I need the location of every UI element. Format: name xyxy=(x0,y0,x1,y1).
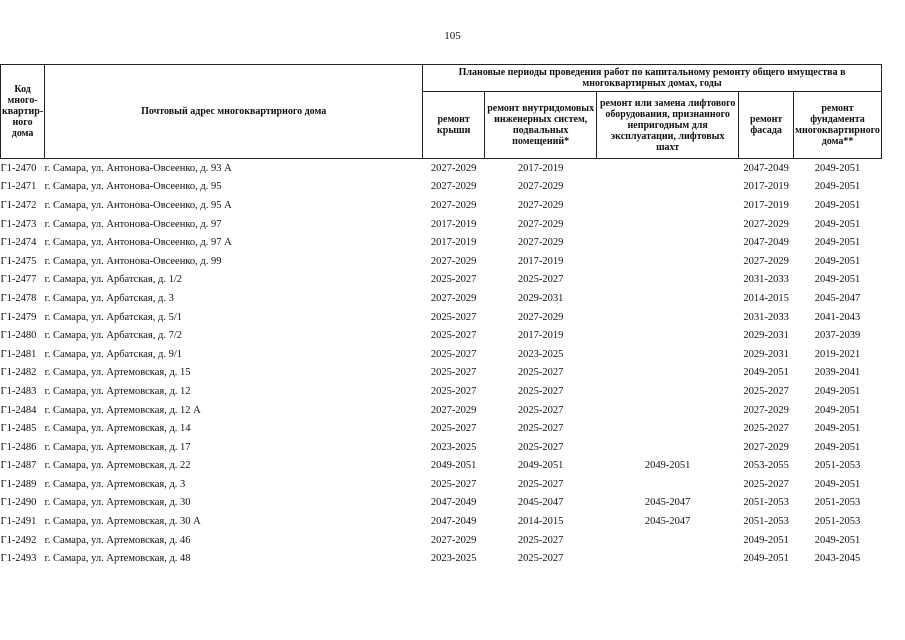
cell-roof: 2023-2025 xyxy=(430,441,477,453)
cell-code: Г1-2482 xyxy=(0,367,37,379)
cell-facade: 2049-2051 xyxy=(743,534,789,546)
cell-elevator xyxy=(597,196,739,215)
cell-elevator xyxy=(597,289,739,308)
table-header xyxy=(1,65,882,159)
cell-elevator: 2045-2047 xyxy=(644,497,691,509)
cell-address: г. Самара, ул. Антонова-Овсеенко, д. 97 А xyxy=(44,237,232,249)
cell-foundation: 2049-2051 xyxy=(814,162,861,174)
table-row xyxy=(1,364,882,383)
cell-elevator: 2049-2051 xyxy=(644,460,691,472)
cell-foundation: 2037-2039 xyxy=(814,330,861,342)
table-row xyxy=(1,178,882,197)
cell-roof: 2025-2027 xyxy=(430,367,477,379)
cell-foundation: 2049-2051 xyxy=(814,385,861,397)
cell-systems: 2017-2019 xyxy=(517,255,564,267)
cell-systems: 2025-2027 xyxy=(517,441,564,453)
cell-address: г. Самара, ул. Антонова-Овсеенко, д. 93 А xyxy=(44,162,232,174)
cell-roof: 2047-2049 xyxy=(430,497,477,509)
table-row xyxy=(1,494,882,513)
cell-code: Г1-2474 xyxy=(0,237,37,249)
cell-facade: 2031-2033 xyxy=(743,311,789,323)
table-row xyxy=(1,252,882,271)
cell-elevator xyxy=(597,419,739,438)
cell-foundation: 2041-2043 xyxy=(814,311,861,323)
cell-address: г. Самара, ул. Артемовская, д. 22 xyxy=(44,460,191,472)
cell-roof: 2025-2027 xyxy=(430,274,477,286)
cell-roof: 2027-2029 xyxy=(430,162,477,174)
cell-foundation: 2049-2051 xyxy=(814,255,861,267)
cell-facade: 2027-2029 xyxy=(743,218,789,230)
cell-roof: 2025-2027 xyxy=(430,311,477,323)
cell-elevator: 2045-2047 xyxy=(644,516,691,528)
header-periods: Плановые периоды проведения работ по капитальному ремонту общего имущества в многоквартирных домах, годы xyxy=(423,65,882,92)
cell-roof: 2025-2027 xyxy=(430,330,477,342)
cell-foundation: 2045-2047 xyxy=(814,292,861,304)
cell-elevator xyxy=(597,271,739,290)
table-row xyxy=(1,549,882,568)
repair-schedule-table xyxy=(0,64,882,568)
cell-foundation: 2043-2045 xyxy=(814,553,861,565)
cell-address: г. Самара, ул. Арбатская, д. 5/1 xyxy=(44,311,183,323)
cell-address: г. Самара, ул. Артемовская, д. 14 xyxy=(44,423,191,435)
cell-code: Г1-2485 xyxy=(0,423,37,435)
table-row xyxy=(1,457,882,476)
cell-address: г. Самара, ул. Артемовская, д. 48 xyxy=(44,553,191,565)
cell-elevator xyxy=(597,382,739,401)
cell-address: г. Самара, ул. Артемовская, д. 12 xyxy=(44,385,191,397)
header-systems: ремонт внутридомовых инженерных систем, подвальных помещений* xyxy=(485,92,597,159)
cell-roof: 2027-2029 xyxy=(430,404,477,416)
cell-roof: 2027-2029 xyxy=(430,181,477,193)
cell-facade: 2017-2019 xyxy=(743,181,789,193)
cell-code: Г1-2471 xyxy=(0,181,37,193)
cell-facade: 2047-2049 xyxy=(743,162,789,174)
cell-roof: 2027-2029 xyxy=(430,255,477,267)
table-row xyxy=(1,233,882,252)
cell-elevator xyxy=(597,345,739,364)
cell-elevator xyxy=(597,531,739,550)
cell-roof: 2027-2029 xyxy=(430,199,477,211)
cell-facade: 2025-2027 xyxy=(743,385,789,397)
cell-code: Г1-2478 xyxy=(0,292,37,304)
cell-code: Г1-2493 xyxy=(0,553,37,565)
cell-elevator xyxy=(597,326,739,345)
cell-roof: 2025-2027 xyxy=(430,423,477,435)
cell-roof: 2025-2027 xyxy=(430,478,477,490)
cell-code: Г1-2489 xyxy=(0,478,37,490)
cell-code: Г1-2492 xyxy=(0,534,37,546)
header-foundation: ремонт фундамента многоквартирного дома** xyxy=(794,92,882,159)
cell-foundation: 2039-2041 xyxy=(814,367,861,379)
cell-address: г. Самара, ул. Арбатская, д. 9/1 xyxy=(44,348,183,360)
cell-facade: 2027-2029 xyxy=(743,441,789,453)
cell-facade: 2049-2051 xyxy=(743,553,789,565)
cell-code: Г1-2479 xyxy=(0,311,37,323)
cell-address: г. Самара, ул. Арбатская, д. 7/2 xyxy=(44,330,183,342)
cell-systems: 2017-2019 xyxy=(517,330,564,342)
cell-facade: 2017-2019 xyxy=(743,199,789,211)
table-row xyxy=(1,419,882,438)
cell-code: Г1-2487 xyxy=(0,460,37,472)
cell-facade: 2051-2053 xyxy=(743,497,789,509)
cell-facade: 2047-2049 xyxy=(743,237,789,249)
cell-code: Г1-2484 xyxy=(0,404,37,416)
cell-address: г. Самара, ул. Арбатская, д. 3 xyxy=(44,292,174,304)
cell-systems: 2027-2029 xyxy=(517,237,564,249)
cell-code: Г1-2483 xyxy=(0,385,37,397)
cell-systems: 2027-2029 xyxy=(517,218,564,230)
cell-code: Г1-2475 xyxy=(0,255,37,267)
table-row xyxy=(1,308,882,327)
cell-elevator xyxy=(597,308,739,327)
cell-foundation: 2051-2053 xyxy=(814,460,861,472)
cell-facade: 2027-2029 xyxy=(743,255,789,267)
cell-foundation: 2019-2021 xyxy=(814,348,861,360)
cell-facade: 2027-2029 xyxy=(743,404,789,416)
cell-systems: 2027-2029 xyxy=(517,199,564,211)
cell-code: Г1-2486 xyxy=(0,441,37,453)
header-facade: ремонт фасада xyxy=(739,92,794,159)
table-row xyxy=(1,326,882,345)
cell-address: г. Самара, ул. Артемовская, д. 46 xyxy=(44,534,191,546)
table-row xyxy=(1,345,882,364)
cell-foundation: 2049-2051 xyxy=(814,534,861,546)
cell-elevator xyxy=(597,215,739,234)
cell-roof: 2017-2019 xyxy=(430,218,477,230)
cell-foundation: 2049-2051 xyxy=(814,423,861,435)
cell-address: г. Самара, ул. Артемовская, д. 17 xyxy=(44,441,191,453)
cell-address: г. Самара, ул. Антонова-Овсеенко, д. 95 А xyxy=(44,199,232,211)
cell-code: Г1-2480 xyxy=(0,330,37,342)
header-code: Код много-квартир-ного дома xyxy=(1,65,45,159)
cell-address: г. Самара, ул. Артемовская, д. 3 xyxy=(44,478,186,490)
cell-systems: 2025-2027 xyxy=(517,478,564,490)
cell-elevator xyxy=(597,364,739,383)
cell-code: Г1-2473 xyxy=(0,218,37,230)
cell-systems: 2025-2027 xyxy=(517,404,564,416)
cell-facade: 2014-2015 xyxy=(743,292,789,304)
cell-systems: 2025-2027 xyxy=(517,423,564,435)
cell-roof: 2025-2027 xyxy=(430,348,477,360)
cell-systems: 2025-2027 xyxy=(517,385,564,397)
header-elevator: ремонт или замена лифтового оборудования, признанного непригодным для эксплуатации, лифтовых шахт xyxy=(597,92,739,159)
cell-elevator xyxy=(597,401,739,420)
header-roof: ремонт крыши xyxy=(423,92,485,159)
cell-elevator xyxy=(597,438,739,457)
cell-systems: 2027-2029 xyxy=(517,311,564,323)
table-row xyxy=(1,159,882,178)
cell-address: г. Самара, ул. Артемовская, д. 30 А xyxy=(44,516,201,528)
cell-elevator xyxy=(597,233,739,252)
cell-elevator xyxy=(597,159,739,178)
cell-elevator xyxy=(597,549,739,568)
cell-roof: 2017-2019 xyxy=(430,237,477,249)
cell-foundation: 2049-2051 xyxy=(814,478,861,490)
cell-facade: 2025-2027 xyxy=(743,423,789,435)
cell-foundation: 2051-2053 xyxy=(814,516,861,528)
table-row xyxy=(1,401,882,420)
cell-systems: 2025-2027 xyxy=(517,534,564,546)
cell-address: г. Самара, ул. Арбатская, д. 1/2 xyxy=(44,274,183,286)
cell-facade: 2025-2027 xyxy=(743,478,789,490)
header-address: Почтовый адрес многоквартирного дома xyxy=(45,65,423,159)
cell-address: г. Самара, ул. Антонова-Овсеенко, д. 99 xyxy=(44,255,222,267)
cell-systems: 2023-2025 xyxy=(517,348,564,360)
cell-systems: 2014-2015 xyxy=(517,516,564,528)
cell-foundation: 2049-2051 xyxy=(814,181,861,193)
cell-code: Г1-2490 xyxy=(0,497,37,509)
cell-facade: 2031-2033 xyxy=(743,274,789,286)
cell-elevator xyxy=(597,475,739,494)
table-row xyxy=(1,438,882,457)
cell-address: г. Самара, ул. Артемовская, д. 15 xyxy=(44,367,191,379)
table-row xyxy=(1,382,882,401)
table-row xyxy=(1,289,882,308)
cell-code: Г1-2470 xyxy=(0,162,37,174)
table-row xyxy=(1,271,882,290)
cell-systems: 2027-2029 xyxy=(517,181,564,193)
table-body xyxy=(1,159,882,569)
cell-code: Г1-2472 xyxy=(0,199,37,211)
cell-code: Г1-2481 xyxy=(0,348,37,360)
cell-foundation: 2049-2051 xyxy=(814,441,861,453)
cell-facade: 2029-2031 xyxy=(743,348,789,360)
cell-address: г. Самара, ул. Антонова-Овсеенко, д. 95 xyxy=(44,181,222,193)
cell-elevator xyxy=(597,252,739,271)
cell-facade: 2053-2055 xyxy=(743,460,789,472)
cell-systems: 2045-2047 xyxy=(517,497,564,509)
cell-foundation: 2051-2053 xyxy=(814,497,861,509)
cell-code: Г1-2477 xyxy=(0,274,37,286)
cell-foundation: 2049-2051 xyxy=(814,237,861,249)
cell-facade: 2049-2051 xyxy=(743,367,789,379)
cell-address: г. Самара, ул. Антонова-Овсеенко, д. 97 xyxy=(44,218,222,230)
table-row xyxy=(1,512,882,531)
cell-foundation: 2049-2051 xyxy=(814,274,861,286)
cell-elevator xyxy=(597,178,739,197)
cell-roof: 2049-2051 xyxy=(430,460,477,472)
cell-foundation: 2049-2051 xyxy=(814,218,861,230)
cell-address: г. Самара, ул. Артемовская, д. 12 А xyxy=(44,404,201,416)
cell-systems: 2025-2027 xyxy=(517,367,564,379)
cell-facade: 2029-2031 xyxy=(743,330,789,342)
cell-systems: 2029-2031 xyxy=(517,292,564,304)
cell-systems: 2025-2027 xyxy=(517,274,564,286)
cell-roof: 2023-2025 xyxy=(430,553,477,565)
page-number: 105 xyxy=(444,30,461,42)
table-row xyxy=(1,475,882,494)
table-row xyxy=(1,215,882,234)
cell-facade: 2051-2053 xyxy=(743,516,789,528)
cell-roof: 2025-2027 xyxy=(430,385,477,397)
cell-address: г. Самара, ул. Артемовская, д. 30 xyxy=(44,497,191,509)
cell-systems: 2025-2027 xyxy=(517,553,564,565)
cell-systems: 2049-2051 xyxy=(517,460,564,472)
table-row xyxy=(1,196,882,215)
cell-foundation: 2049-2051 xyxy=(814,199,861,211)
cell-roof: 2027-2029 xyxy=(430,292,477,304)
cell-code: Г1-2491 xyxy=(0,516,37,528)
table-row xyxy=(1,531,882,550)
cell-roof: 2047-2049 xyxy=(430,516,477,528)
cell-roof: 2027-2029 xyxy=(430,534,477,546)
cell-systems: 2017-2019 xyxy=(517,162,564,174)
cell-foundation: 2049-2051 xyxy=(814,404,861,416)
